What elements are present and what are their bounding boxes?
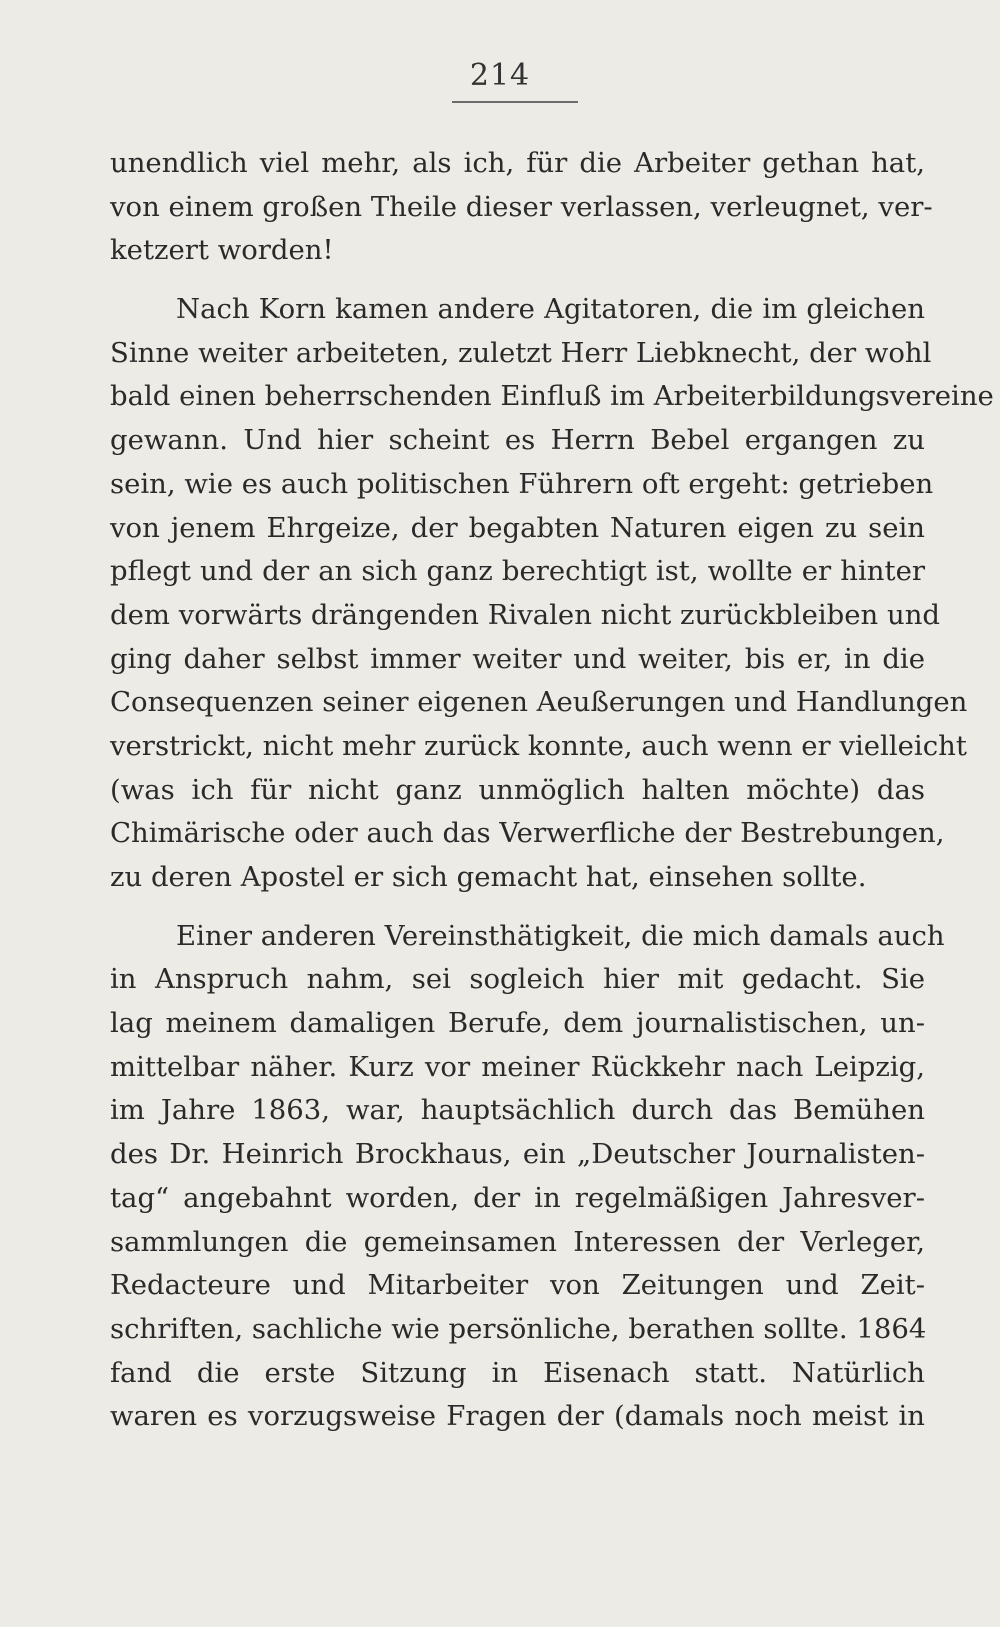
text-line: pflegt und der an sich ganz berechtigt ist, wollte er hinter (110, 555, 925, 588)
text-line: verstrickt, nicht mehr zurück konnte, auch wenn er vielleicht (110, 729, 967, 762)
paragraph (110, 915, 945, 1439)
text-line: gewann. Und hier scheint es Herrn Bebel ergangen zu (110, 424, 925, 457)
text-line: lag meinem damaligen Berufe, dem journalistischen, un- (110, 1007, 925, 1040)
text-line: Redacteure und Mitarbeiter von Zeitungen und Zeit- (110, 1269, 925, 1302)
text-line: mittelbar näher. Kurz vor meiner Rückkehr nach Leipzig, (110, 1050, 925, 1083)
text-line: des Dr. Heinrich Brockhaus, ein „Deutscher Journalisten- (110, 1138, 925, 1171)
text-line: Einer anderen Vereinsthätigkeit, die mich damals auch (176, 919, 945, 952)
text-line: tag“ angebahnt worden, der in regelmäßigen Jahresver- (110, 1181, 925, 1214)
text-line: ketzert worden! (110, 234, 334, 267)
text-line: von einem großen Theile dieser verlassen, verleugnet, ver- (110, 190, 933, 223)
text-line: Chimärische oder auch das Verwerfliche der Bestrebungen, (110, 817, 945, 850)
header-rule (452, 101, 578, 103)
text-line: von jenem Ehrgeize, der begabten Naturen eigen zu sein (110, 511, 925, 544)
text-line: Nach Korn kamen andere Agitatoren, die im gleichen (176, 293, 925, 326)
text-line: (was ich für nicht ganz unmöglich halten möchte) das (110, 773, 925, 806)
text-line: im Jahre 1863, war, hauptsächlich durch das Bemühen (110, 1094, 925, 1127)
paragraph-gap (110, 900, 925, 915)
page-number: 214 (469, 58, 531, 93)
text-line: fand die erste Sitzung in Eisenach statt. Natürlich (110, 1356, 925, 1389)
text-line: schriften, sachliche wie persönliche, berathen sollte. 1864 (110, 1312, 927, 1345)
text-line: unendlich viel mehr, als ich, für die Arbeiter gethan hat, (110, 147, 925, 179)
paragraph-gap (110, 273, 925, 288)
text-line: bald einen beherrschenden Einfluß im Arbeiterbildungsvereine (110, 380, 994, 413)
text-line: Sinne weiter arbeiteten, zuletzt Herr Liebknecht, der wohl (110, 336, 932, 369)
paragraph (110, 142, 933, 273)
text-line: dem vorwärts drängenden Rivalen nicht zurückbleiben und (110, 598, 941, 631)
text-line: ging daher selbst immer weiter und weiter, bis er, in die (110, 642, 925, 675)
text-line: sein, wie es auch politischen Führern oft ergeht: getrieben (110, 467, 934, 500)
text-line: in Anspruch nahm, sei sogleich hier mit gedacht. Sie (110, 963, 925, 996)
body-text (110, 142, 994, 1439)
text-line: sammlungen die gemeinsamen Interessen der Verleger, (110, 1225, 925, 1258)
text-line: zu deren Apostel er sich gemacht hat, einsehen sollte. (110, 861, 867, 893)
paragraph (110, 288, 994, 900)
text-line: Consequenzen seiner eigenen Aeußerungen und Handlungen (110, 686, 968, 719)
text-line: waren es vorzugsweise Fragen der (damals noch meist in (110, 1400, 925, 1433)
